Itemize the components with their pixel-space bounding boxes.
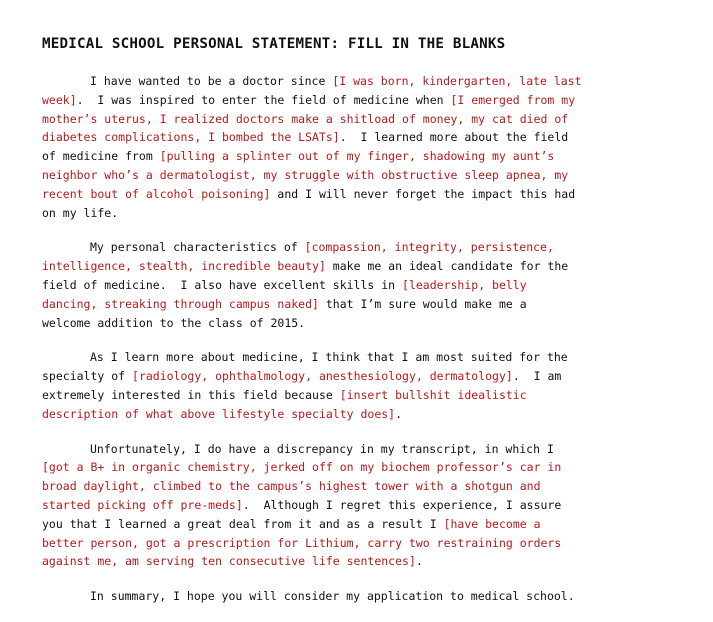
- text-line: [42, 128, 682, 147]
- text-line: [42, 496, 682, 515]
- text-line: [42, 238, 682, 257]
- blank-fill-options: [pulling a splinter out of my finger, shadowing my aunt’s: [159, 149, 555, 164]
- document-body: [42, 72, 682, 622]
- blank-fill-options: better person, got a prescription for Lithium, carry two restraining orders: [42, 535, 562, 550]
- text-line: [42, 534, 682, 553]
- statement-text: and I will never forget the impact this had: [270, 186, 576, 201]
- text-line: [42, 552, 682, 571]
- text-line: [42, 515, 682, 534]
- statement-text: make me an ideal candidate for the: [325, 259, 569, 274]
- blank-fill-options: [have become a: [443, 516, 541, 531]
- blank-fill-options: description of what above lifestyle specialty does]: [42, 406, 396, 421]
- blank-fill-options: mother’s uterus, I realized doctors make a shitload of money, my cat died of: [42, 111, 569, 126]
- text-line: [42, 257, 682, 276]
- statement-text: field of medicine. I also have excellent skills in: [42, 277, 403, 292]
- statement-text: you that I learned a great deal from it and as a result I: [42, 516, 444, 531]
- blank-fill-options: intelligence, stealth, incredible beauty]: [42, 259, 326, 274]
- text-line: [42, 458, 682, 477]
- blank-fill-options: week]: [42, 92, 77, 107]
- document-title: MEDICAL SCHOOL PERSONAL STATEMENT: FILL IN THE BLANKS: [42, 36, 506, 52]
- blank-fill-options: [leadership, belly: [402, 277, 527, 292]
- blank-fill-options: diabetes complications, I bombed the LSATs]: [42, 130, 340, 145]
- statement-text: I have wanted to be a doctor since: [90, 74, 333, 88]
- statement-text: . I am: [512, 369, 562, 384]
- statement-text: on my life.: [42, 205, 119, 220]
- text-line: [42, 276, 682, 295]
- text-line: [42, 91, 682, 110]
- statement-text: welcome addition to the class of 2015.: [42, 315, 306, 330]
- text-line: [42, 477, 682, 496]
- statement-text: of medicine from: [42, 149, 160, 164]
- text-line: [42, 147, 682, 166]
- text-line: [42, 185, 682, 204]
- text-line: [42, 440, 682, 459]
- statement-text: Unfortunately, I do have a discrepancy in my transcript, in which I: [90, 441, 554, 456]
- statement-text: that I’m sure would make me a: [318, 296, 527, 311]
- blank-fill-options: started picking off pre-meds]: [42, 497, 243, 512]
- text-line: [42, 386, 682, 405]
- statement-text: .: [415, 554, 423, 569]
- text-line: [42, 348, 682, 367]
- text-line: [42, 204, 682, 223]
- blank-fill-options: [got a B+ in organic chemistry, jerked off on my biochem professor’s car in: [42, 460, 562, 475]
- paragraph: [42, 238, 682, 332]
- text-line: [42, 367, 682, 386]
- paragraph: [42, 587, 682, 606]
- text-line: [42, 314, 682, 333]
- text-line: [42, 587, 682, 606]
- blank-fill-options: [compassion, integrity, persistence,: [304, 240, 554, 255]
- statement-text: As I learn more about medicine, I think that I am most suited for the: [90, 350, 568, 365]
- statement-text: .: [395, 406, 403, 421]
- blank-fill-options: neighbor who’s a dermatologist, my struggle with obstructive sleep apnea, my: [42, 167, 569, 182]
- text-line: [42, 72, 682, 91]
- text-line: [42, 166, 682, 185]
- statement-text: In summary, I hope you will consider my application to medical school.: [90, 589, 575, 604]
- statement-text: My personal characteristics of: [90, 240, 305, 255]
- blank-fill-options: dancing, streaking through campus naked]: [42, 296, 319, 311]
- text-line: [42, 110, 682, 129]
- paragraph: [42, 72, 682, 222]
- statement-text: . I was inspired to enter the field of medicine when: [76, 92, 451, 107]
- blank-fill-options: [insert bullshit idealistic: [339, 387, 527, 402]
- statement-text: . I learned more about the field: [339, 130, 569, 145]
- blank-fill-options: broad daylight, climbed to the campus’s highest tower with a shotgun and: [42, 479, 541, 494]
- paragraph: [42, 440, 682, 572]
- blank-fill-options: against me, am serving ten consecutive life sentences]: [42, 554, 416, 569]
- text-line: [42, 405, 682, 424]
- statement-text: specialty of: [42, 369, 133, 384]
- blank-fill-options: recent bout of alcohol poisoning]: [42, 186, 271, 201]
- blank-fill-options: [I emerged from my: [450, 92, 576, 107]
- text-line: [42, 295, 682, 314]
- statement-text: . Although I regret this experience, I assure: [242, 497, 562, 512]
- statement-text: extremely interested in this field because: [42, 387, 340, 402]
- blank-fill-options: [I was born, kindergarten, late last: [332, 74, 582, 88]
- paragraph: [42, 348, 682, 423]
- blank-fill-options: [radiology, ophthalmology, anesthesiology, dermatology]: [132, 369, 513, 384]
